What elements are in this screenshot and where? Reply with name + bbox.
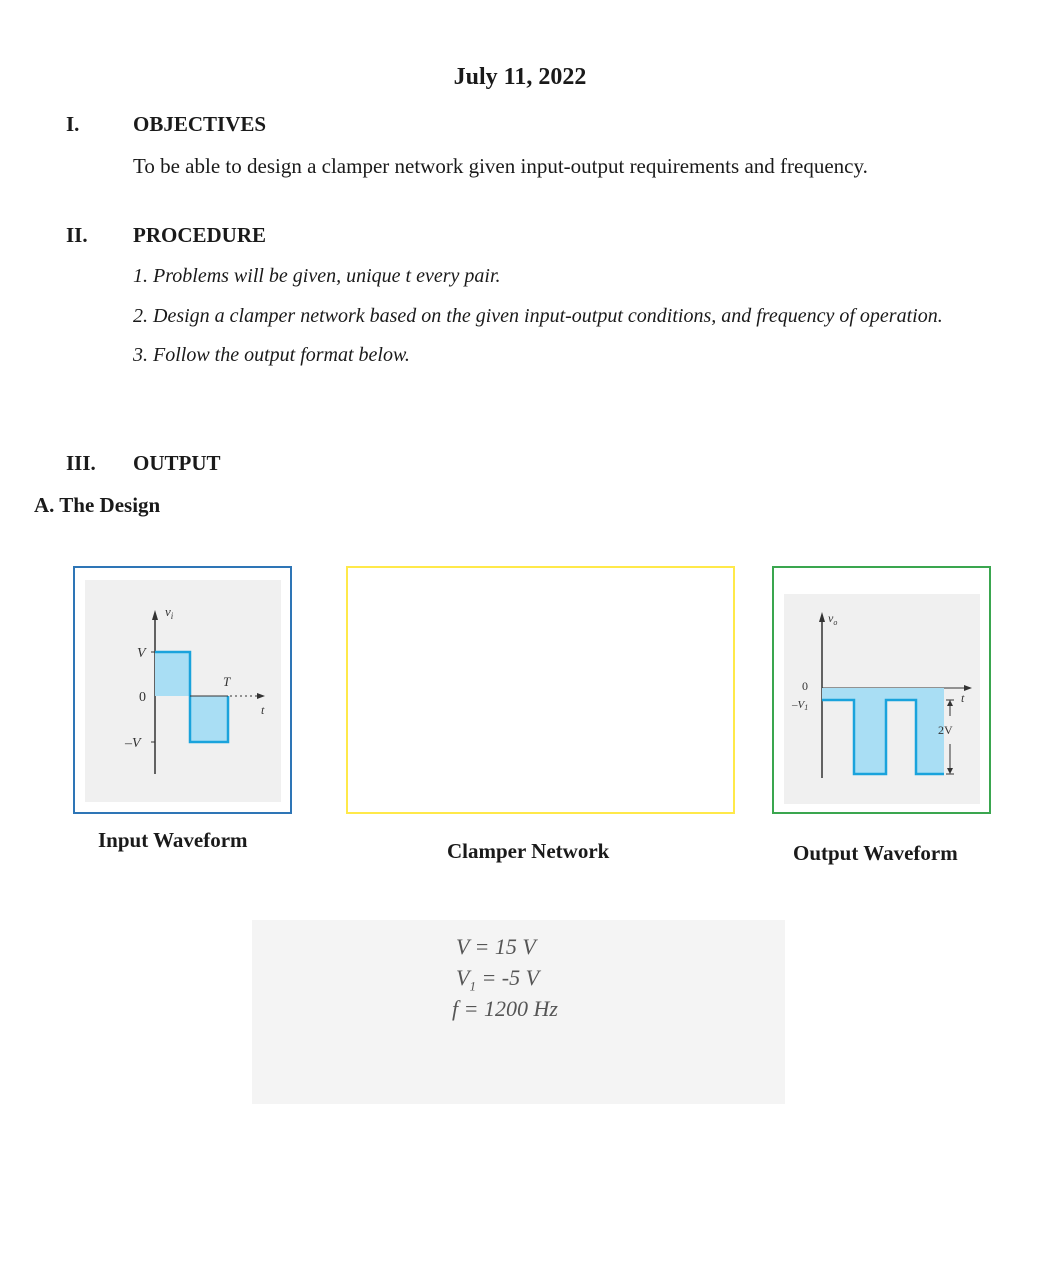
procedure-step-3: 3. Follow the output format below. [133, 344, 410, 366]
input-waveform-box [73, 566, 292, 814]
input-label-zero: 0 [139, 690, 146, 705]
output-label-span: 2V [938, 723, 953, 737]
output-top-band [822, 688, 944, 700]
output-label-neg-v1: –V1 [792, 699, 809, 712]
clamper-network-box [346, 566, 735, 814]
output-pulse-1 [854, 700, 886, 774]
section-title-procedure: PROCEDURE [133, 223, 267, 247]
output-pulse-2 [916, 700, 944, 774]
param-v1: $V_1 = -5$ V [456, 965, 540, 994]
input-label-period: T [223, 674, 231, 689]
output-waveform-diagram [774, 568, 989, 812]
procedure-step-1: 1. Problems will be given, unique t every pair. [133, 265, 501, 287]
section-title-objectives: OBJECTIVES [133, 112, 267, 136]
input-axis-label: $v_i$ [165, 604, 174, 621]
input-waveform-caption: Input Waveform [98, 828, 248, 852]
parameters-panel [252, 920, 785, 1104]
param-frequency: f = 1200 Hz [452, 996, 558, 1021]
output-axis-label: $v_o$ [828, 611, 838, 627]
section-title-output: OUTPUT [133, 451, 221, 475]
output-label-zero: 0 [802, 679, 808, 693]
document-date: July 11, 2022 [453, 64, 587, 90]
output-label-time: t [961, 691, 965, 705]
output-waveform-box [772, 566, 991, 814]
design-subtitle: A. The Design [34, 493, 161, 517]
input-waveform-diagram [75, 568, 290, 812]
param-voltage: V = 15 V [456, 934, 536, 959]
section-number-procedure: II. [66, 223, 88, 247]
section-number-objectives: I. [66, 112, 80, 136]
procedure-step-2: 2. Design a clamper network based on the given input-output conditions, and frequency of operation. [133, 305, 943, 327]
section-number-output: III. [66, 451, 96, 475]
input-label-neg-v: –V [125, 736, 141, 751]
objectives-text: To be able to design a clamper network given input-output requirements and frequency. [133, 154, 868, 178]
input-label-time: t [261, 703, 265, 717]
clamper-network-caption: Clamper Network [447, 839, 610, 863]
output-waveform-caption: Output Waveform [793, 841, 958, 865]
input-negative-half [190, 696, 228, 742]
input-label-v: V [137, 646, 146, 661]
input-positive-half [155, 652, 190, 696]
